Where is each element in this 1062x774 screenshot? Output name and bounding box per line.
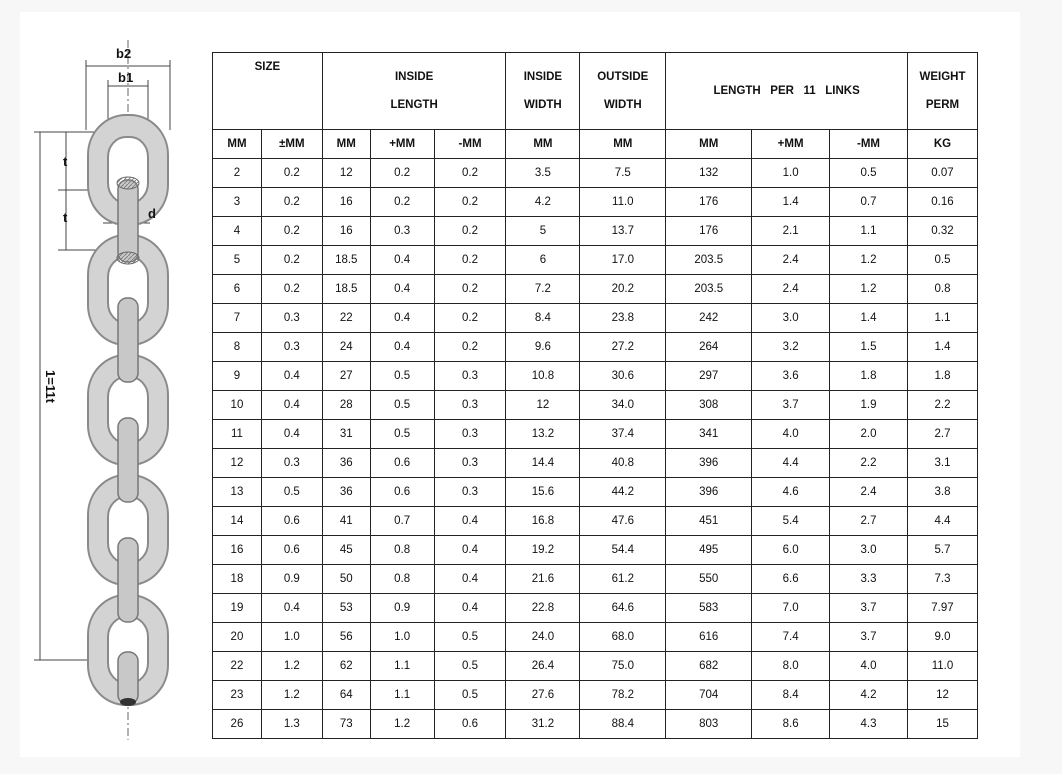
label-total-length: 1=11t (43, 370, 58, 403)
table-cell: 176 (666, 217, 752, 246)
table-cell: 0.5 (434, 623, 506, 652)
cross-section-bottom (117, 252, 139, 264)
table-cell: 12 (322, 159, 370, 188)
table-cell: 8.6 (752, 710, 830, 739)
table-cell: 803 (666, 710, 752, 739)
table-cell: 0.4 (370, 246, 434, 275)
header-inside-length-line2: LENGTH (390, 99, 438, 111)
table-cell: 6 (213, 275, 262, 304)
table-cell: 0.3 (434, 420, 506, 449)
table-cell: 3.5 (506, 159, 580, 188)
table-cell: 4.0 (752, 420, 830, 449)
table-row (213, 681, 978, 710)
table-cell: 7.5 (580, 159, 666, 188)
table-cell: 0.5 (261, 478, 322, 507)
table-cell: 62 (322, 652, 370, 681)
table-cell: 0.2 (261, 246, 322, 275)
table-cell: 2.2 (830, 449, 908, 478)
table-cell: 31.2 (506, 710, 580, 739)
table-cell: 36 (322, 449, 370, 478)
header-weight (907, 53, 977, 130)
table-cell: 1.8 (830, 362, 908, 391)
table-cell: 10 (213, 391, 262, 420)
chain-spec-table (212, 52, 978, 739)
table-cell: 9.6 (506, 333, 580, 362)
header-row-titles (213, 53, 978, 130)
table-cell: 0.5 (830, 159, 908, 188)
table-row (213, 449, 978, 478)
table-cell: 20.2 (580, 275, 666, 304)
table-cell: 0.2 (434, 217, 506, 246)
table-cell: 7.4 (752, 623, 830, 652)
table-cell: 0.2 (370, 188, 434, 217)
table-cell: 0.4 (370, 304, 434, 333)
table-row (213, 333, 978, 362)
unit-cell: MM (580, 130, 666, 159)
table-cell: 13.7 (580, 217, 666, 246)
table-row (213, 246, 978, 275)
table-cell: 0.16 (907, 188, 977, 217)
header-inside-width (506, 53, 580, 130)
table-cell: 0.6 (370, 449, 434, 478)
table-cell: 2.4 (752, 275, 830, 304)
table-cell: 704 (666, 681, 752, 710)
table-cell: 2.2 (907, 391, 977, 420)
table-cell: 16.8 (506, 507, 580, 536)
table-cell: 0.6 (370, 478, 434, 507)
table-cell: 3.2 (752, 333, 830, 362)
table-cell: 0.3 (434, 449, 506, 478)
table-cell: 1.3 (261, 710, 322, 739)
label-t-lower: t (63, 210, 68, 225)
table-row (213, 420, 978, 449)
table-row (213, 536, 978, 565)
table-row (213, 217, 978, 246)
table-cell: 27.6 (506, 681, 580, 710)
table-cell: 0.8 (370, 565, 434, 594)
table-cell: 3.7 (830, 623, 908, 652)
table-cell: 3.3 (830, 565, 908, 594)
table-cell: 132 (666, 159, 752, 188)
table-cell: 4.4 (752, 449, 830, 478)
table-cell: 7.2 (506, 275, 580, 304)
table-cell: 56 (322, 623, 370, 652)
table-cell: 0.2 (434, 159, 506, 188)
table-cell: 0.5 (370, 391, 434, 420)
table-cell: 1.2 (261, 652, 322, 681)
header-inside-length (322, 53, 506, 130)
table-cell: 27.2 (580, 333, 666, 362)
table-cell: 8.4 (506, 304, 580, 333)
table-cell: 1.4 (752, 188, 830, 217)
table-row (213, 478, 978, 507)
unit-cell: +MM (752, 130, 830, 159)
table-cell: 0.7 (830, 188, 908, 217)
table-cell: 2.1 (752, 217, 830, 246)
table-cell: 616 (666, 623, 752, 652)
header-weight-line2: PERM (925, 99, 960, 111)
chain-diagram (28, 40, 198, 740)
table-cell: 11 (213, 420, 262, 449)
table-cell: 0.07 (907, 159, 977, 188)
table-cell: 37.4 (580, 420, 666, 449)
table-cell: 8.0 (752, 652, 830, 681)
table-cell: 7 (213, 304, 262, 333)
table-cell: 22 (213, 652, 262, 681)
table-cell: 0.8 (907, 275, 977, 304)
table-cell: 3.7 (752, 391, 830, 420)
table-cell: 341 (666, 420, 752, 449)
table-cell: 13 (213, 478, 262, 507)
table-cell: 1.1 (907, 304, 977, 333)
table-cell: 3.7 (830, 594, 908, 623)
table-cell: 297 (666, 362, 752, 391)
chain-end (120, 698, 136, 706)
table-cell: 7.97 (907, 594, 977, 623)
table-cell: 64.6 (580, 594, 666, 623)
table-cell: 18.5 (322, 275, 370, 304)
table-row (213, 362, 978, 391)
table-cell: 1.1 (370, 681, 434, 710)
table-cell: 0.4 (434, 536, 506, 565)
table-cell: 40.8 (580, 449, 666, 478)
table-cell: 5.7 (907, 536, 977, 565)
table-cell: 68.0 (580, 623, 666, 652)
table-cell: 495 (666, 536, 752, 565)
table-cell: 7.3 (907, 565, 977, 594)
table-row (213, 623, 978, 652)
table-cell: 0.6 (261, 536, 322, 565)
table-cell: 1.0 (261, 623, 322, 652)
table-cell: 242 (666, 304, 752, 333)
table-cell: 203.5 (666, 275, 752, 304)
table-cell: 45 (322, 536, 370, 565)
header-outside-width (580, 53, 666, 130)
table-cell: 5.4 (752, 507, 830, 536)
table-cell: 44.2 (580, 478, 666, 507)
table-cell: 18.5 (322, 246, 370, 275)
table-cell: 308 (666, 391, 752, 420)
label-b2: b2 (116, 46, 132, 61)
table-cell: 1.8 (907, 362, 977, 391)
table-cell: 3.0 (830, 536, 908, 565)
unit-cell: MM (506, 130, 580, 159)
table-cell: 583 (666, 594, 752, 623)
table-cell: 3.8 (907, 478, 977, 507)
table-cell: 550 (666, 565, 752, 594)
table-cell: 3.0 (752, 304, 830, 333)
table-row (213, 188, 978, 217)
table-cell: 17.0 (580, 246, 666, 275)
table-cell: 1.2 (261, 681, 322, 710)
table-cell: 0.3 (434, 391, 506, 420)
header-weight-line1: WEIGHT (919, 71, 966, 83)
label-t-upper: t (63, 154, 68, 169)
table-cell: 3 (213, 188, 262, 217)
table-cell: 0.2 (434, 246, 506, 275)
table-cell: 0.3 (370, 217, 434, 246)
table-cell: 11.0 (580, 188, 666, 217)
table-cell: 64 (322, 681, 370, 710)
header-outside-width-line2: WIDTH (603, 99, 642, 111)
table-cell: 1.2 (830, 275, 908, 304)
table-cell: 54.4 (580, 536, 666, 565)
table-cell: 0.2 (434, 304, 506, 333)
table-cell: 0.8 (370, 536, 434, 565)
table-row (213, 304, 978, 333)
table-cell: 19.2 (506, 536, 580, 565)
table-cell: 30.6 (580, 362, 666, 391)
table-cell: 11.0 (907, 652, 977, 681)
table-cell: 53 (322, 594, 370, 623)
table-cell: 15.6 (506, 478, 580, 507)
table-cell: 0.2 (434, 188, 506, 217)
table-cell: 41 (322, 507, 370, 536)
table-cell: 0.5 (370, 420, 434, 449)
table-cell: 16 (322, 217, 370, 246)
table-cell: 2 (213, 159, 262, 188)
table-cell: 0.4 (261, 594, 322, 623)
table-cell: 16 (213, 536, 262, 565)
table-cell: 1.1 (370, 652, 434, 681)
table-cell: 0.2 (434, 333, 506, 362)
table-cell: 4.3 (830, 710, 908, 739)
table-cell: 1.0 (752, 159, 830, 188)
table-cell: 75.0 (580, 652, 666, 681)
table-cell: 22.8 (506, 594, 580, 623)
table-row (213, 710, 978, 739)
table-cell: 2.4 (752, 246, 830, 275)
table-cell: 24 (322, 333, 370, 362)
table-cell: 0.4 (434, 507, 506, 536)
table-cell: 16 (322, 188, 370, 217)
table-cell: 1.2 (830, 246, 908, 275)
table-cell: 0.5 (434, 652, 506, 681)
table-row (213, 391, 978, 420)
table-cell: 0.2 (370, 159, 434, 188)
table-cell: 19 (213, 594, 262, 623)
table-cell: 203.5 (666, 246, 752, 275)
table-cell: 12 (506, 391, 580, 420)
table-row (213, 565, 978, 594)
table-cell: 264 (666, 333, 752, 362)
table-row (213, 594, 978, 623)
table-cell: 21.6 (506, 565, 580, 594)
header-inside-length-line1: INSIDE (394, 71, 434, 83)
header-length-per-links-label: LENGTH PER 11 LINKS (713, 85, 860, 97)
header-size (213, 53, 323, 130)
table-cell: 26 (213, 710, 262, 739)
table-cell: 12 (907, 681, 977, 710)
table-cell: 1.4 (830, 304, 908, 333)
unit-cell: MM (666, 130, 752, 159)
unit-cell: -MM (434, 130, 506, 159)
table-cell: 14.4 (506, 449, 580, 478)
table-cell: 0.4 (370, 275, 434, 304)
table-cell: 0.2 (434, 275, 506, 304)
table-cell: 451 (666, 507, 752, 536)
unit-cell: KG (907, 130, 977, 159)
table-cell: 0.3 (261, 304, 322, 333)
table-cell: 0.3 (434, 362, 506, 391)
table-cell: 0.9 (261, 565, 322, 594)
table-cell: 23.8 (580, 304, 666, 333)
table-cell: 28 (322, 391, 370, 420)
unit-cell: MM (322, 130, 370, 159)
table-cell: 4.4 (907, 507, 977, 536)
table-cell: 0.3 (261, 333, 322, 362)
table-cell: 396 (666, 478, 752, 507)
table-cell: 23 (213, 681, 262, 710)
table-cell: 0.3 (434, 478, 506, 507)
table-cell: 2.7 (830, 507, 908, 536)
unit-cell: -MM (830, 130, 908, 159)
table-cell: 176 (666, 188, 752, 217)
table-cell: 0.4 (261, 420, 322, 449)
table-row (213, 652, 978, 681)
table-cell: 3.1 (907, 449, 977, 478)
table-cell: 50 (322, 565, 370, 594)
table-cell: 2.0 (830, 420, 908, 449)
table-cell: 0.2 (261, 159, 322, 188)
table-cell: 6.6 (752, 565, 830, 594)
table-cell: 0.3 (261, 449, 322, 478)
table-cell: 2.7 (907, 420, 977, 449)
unit-cell: ±MM (261, 130, 322, 159)
table-cell: 0.2 (261, 188, 322, 217)
table-cell: 0.4 (261, 391, 322, 420)
table-cell: 9 (213, 362, 262, 391)
table-cell: 10.8 (506, 362, 580, 391)
table-cell: 0.9 (370, 594, 434, 623)
table-cell: 6.0 (752, 536, 830, 565)
header-size-label: SIZE (254, 61, 281, 73)
table-cell: 0.4 (434, 594, 506, 623)
table-cell: 4.2 (830, 681, 908, 710)
table-cell: 0.32 (907, 217, 977, 246)
table-row (213, 507, 978, 536)
table-cell: 1.4 (907, 333, 977, 362)
table-cell: 36 (322, 478, 370, 507)
table-cell: 13.2 (506, 420, 580, 449)
table-body (213, 159, 978, 739)
table-cell: 0.6 (434, 710, 506, 739)
table-cell: 5 (506, 217, 580, 246)
table-cell: 9.0 (907, 623, 977, 652)
table-cell: 8 (213, 333, 262, 362)
table-cell: 5 (213, 246, 262, 275)
label-b1: b1 (118, 70, 134, 85)
table-cell: 4.6 (752, 478, 830, 507)
table-cell: 396 (666, 449, 752, 478)
table-cell: 73 (322, 710, 370, 739)
cross-section-top (117, 177, 139, 189)
table-cell: 78.2 (580, 681, 666, 710)
table-cell: 1.1 (830, 217, 908, 246)
table-cell: 27 (322, 362, 370, 391)
table-row (213, 159, 978, 188)
header-outside-width-line1: OUTSIDE (597, 71, 649, 83)
table-cell: 26.4 (506, 652, 580, 681)
header-inside-width-line1: INSIDE (523, 71, 563, 83)
table-cell: 0.5 (370, 362, 434, 391)
table-cell: 4 (213, 217, 262, 246)
table-cell: 22 (322, 304, 370, 333)
table-cell: 20 (213, 623, 262, 652)
table-cell: 47.6 (580, 507, 666, 536)
table-cell: 4.2 (506, 188, 580, 217)
table-cell: 2.4 (830, 478, 908, 507)
table-cell: 8.4 (752, 681, 830, 710)
header-length-per-links (666, 53, 908, 130)
table-cell: 4.0 (830, 652, 908, 681)
table-cell: 31 (322, 420, 370, 449)
table-cell: 0.2 (261, 275, 322, 304)
table-cell: 1.5 (830, 333, 908, 362)
table-cell: 0.4 (434, 565, 506, 594)
table-cell: 0.6 (261, 507, 322, 536)
table-cell: 61.2 (580, 565, 666, 594)
label-d: d (148, 206, 156, 221)
table-cell: 24.0 (506, 623, 580, 652)
table-cell: 682 (666, 652, 752, 681)
table-cell: 34.0 (580, 391, 666, 420)
table-cell: 3.6 (752, 362, 830, 391)
table-cell: 0.5 (434, 681, 506, 710)
table-cell: 0.5 (907, 246, 977, 275)
header-inside-width-line2: WIDTH (524, 99, 562, 111)
unit-cell: MM (213, 130, 262, 159)
table-cell: 1.2 (370, 710, 434, 739)
table-cell: 0.2 (261, 217, 322, 246)
table-row (213, 275, 978, 304)
table-cell: 14 (213, 507, 262, 536)
table-cell: 12 (213, 449, 262, 478)
header-row-units (213, 130, 978, 159)
table-cell: 0.4 (261, 362, 322, 391)
table-cell: 0.4 (370, 333, 434, 362)
unit-cell: +MM (370, 130, 434, 159)
table-cell: 6 (506, 246, 580, 275)
table-cell: 88.4 (580, 710, 666, 739)
table-cell: 18 (213, 565, 262, 594)
table-cell: 15 (907, 710, 977, 739)
table-cell: 1.0 (370, 623, 434, 652)
table-cell: 0.7 (370, 507, 434, 536)
table-cell: 7.0 (752, 594, 830, 623)
table-cell: 1.9 (830, 391, 908, 420)
